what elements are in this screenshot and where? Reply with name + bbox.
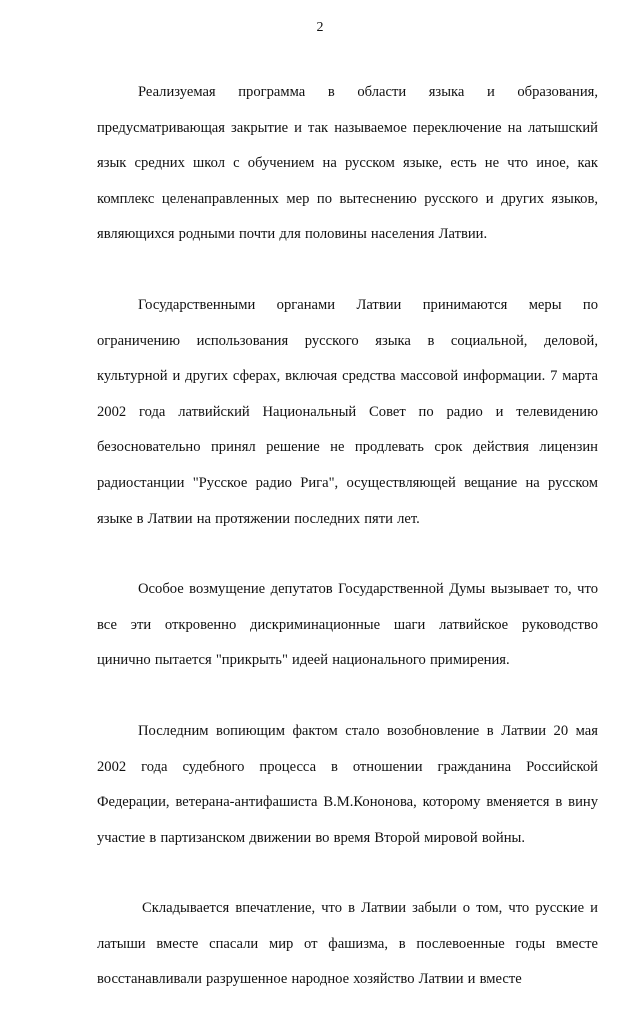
paragraph-2: Государственными органами Латвии принимаются меры по ограничению использования русского языка в социальной, деловой, культурной и других сферах, включая средства массовой информации. 7 марта 2002 года латвийский Национальный Совет по радио и телевидению безосновательно принял решение не продлевать срок действия лицензин радиостанции "Русское радио Рига", осуществляющей вещание на русском языке в Латвии на протяжении последних пяти лет. <box>97 296 598 527</box>
document-body <box>97 75 598 1033</box>
page-number: 2 <box>316 20 324 35</box>
paragraph-4: Последним вопиющим фактом стало возобновление в Латвии 20 мая 2002 года судебного процесса в отношении гражданина Российской Федерации, ветерана-антифашиста В.М.Кононова, которому вменяется в вину участие в партизанском движении во время Второй мировой войны. <box>97 722 598 846</box>
paragraph-3: Особое возмущение депутатов Государственной Думы вызывает то, что все эти откровенно дискриминационные шаги латвийское руководство цинично пытается "прикрыть" идеей национального примирения. <box>97 581 598 669</box>
paragraph-5: Складывается впечатление, что в Латвии забыли о том, что русские и латыши вместе спасали мир от фашизма, в послевоенные годы вместе восстанавливали разрушенное народное хозяйство Латвии и вместе <box>97 900 598 988</box>
paragraph-1: Реализуемая программа в области языка и образования, предусматривающая закрытие и так называемое переключение на латышский язык средних школ с обучением на русском языке, есть не что иное, как комплекс целенаправленных мер по вытеснению русского и других языков, являющихся родными почти для половины населения Латвии. <box>97 84 598 243</box>
